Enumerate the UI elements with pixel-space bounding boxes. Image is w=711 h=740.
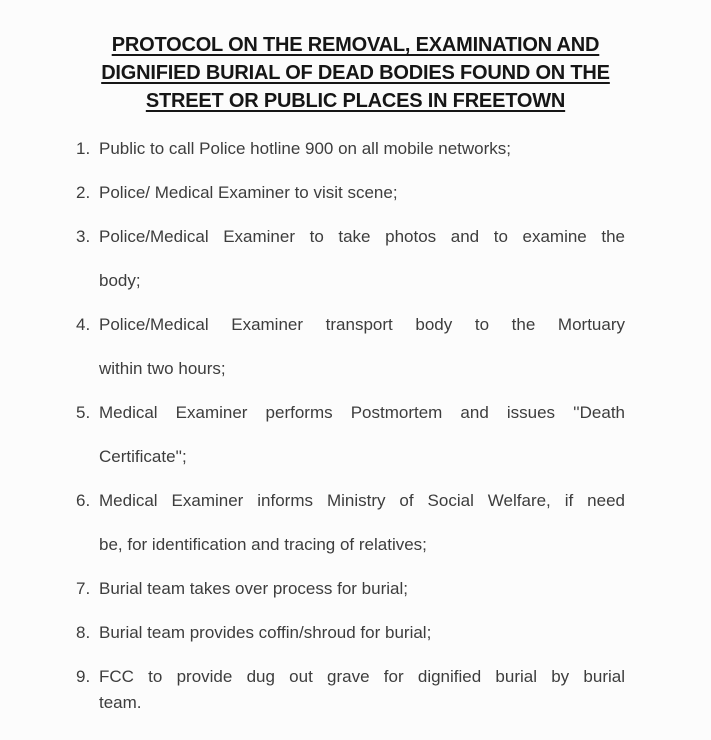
list-item-line: Certificate''; bbox=[99, 447, 187, 466]
list-item bbox=[76, 171, 625, 215]
document-title-line: STREET OR PUBLIC PLACES IN FREETOWN bbox=[145, 90, 566, 112]
list-item bbox=[76, 215, 625, 303]
list-item-line: Medical Examiner informs Ministry of Social Welfare, if need bbox=[99, 491, 625, 510]
list-item-line: FCC to provide dug out grave for dignified burial by burial bbox=[99, 667, 625, 686]
list-item bbox=[76, 611, 625, 655]
document-title-line: PROTOCOL ON THE REMOVAL, EXAMINATION AND bbox=[111, 34, 600, 56]
protocol-list bbox=[0, 127, 711, 716]
list-item-content bbox=[99, 303, 625, 391]
list-item bbox=[76, 303, 625, 391]
list-item-content bbox=[99, 567, 625, 611]
list-item-content bbox=[99, 664, 625, 716]
document-title-line: DIGNIFIED BURIAL OF DEAD BODIES FOUND ON THE bbox=[101, 62, 610, 84]
list-item-line: Medical Examiner performs Postmortem and issues ''Death bbox=[99, 403, 625, 422]
list-item-line: Burial team provides coffin/shroud for burial; bbox=[99, 623, 432, 642]
list-item-number: 8. bbox=[76, 623, 91, 642]
list-item bbox=[76, 127, 625, 171]
list-item-content bbox=[99, 391, 625, 479]
document-title bbox=[63, 31, 648, 115]
list-item-line: Police/ Medical Examiner to visit scene; bbox=[99, 183, 398, 202]
list-item-number: 9. bbox=[76, 667, 91, 686]
list-item-number: 3. bbox=[76, 227, 91, 246]
list-item-content bbox=[99, 171, 625, 215]
list-item bbox=[76, 567, 625, 611]
list-item-content bbox=[99, 479, 625, 567]
list-item-line: body; bbox=[99, 271, 141, 290]
list-item-line: Police/Medical Examiner transport body to the Mortuary bbox=[99, 315, 625, 334]
list-item-line: team. bbox=[99, 693, 142, 712]
list-item-number: 2. bbox=[76, 183, 91, 202]
list-item-line: Police/Medical Examiner to take photos and to examine the bbox=[99, 227, 625, 246]
list-item-number: 1. bbox=[76, 139, 91, 158]
list-item-line: within two hours; bbox=[99, 359, 226, 378]
list-item-line: Public to call Police hotline 900 on all mobile networks; bbox=[99, 139, 512, 158]
list-item-content bbox=[99, 127, 625, 171]
list-item bbox=[76, 664, 625, 716]
list-item-number: 6. bbox=[76, 491, 91, 510]
list-item-line: Burial team takes over process for burial; bbox=[99, 579, 408, 598]
list-item-number: 7. bbox=[76, 579, 91, 598]
list-item-content bbox=[99, 215, 625, 303]
list-item bbox=[76, 391, 625, 479]
list-item-number: 4. bbox=[76, 315, 91, 334]
list-item-line: be, for identification and tracing of relatives; bbox=[99, 535, 427, 554]
list-item bbox=[76, 479, 625, 567]
list-item-content bbox=[99, 611, 625, 655]
list-item-number: 5. bbox=[76, 403, 91, 422]
